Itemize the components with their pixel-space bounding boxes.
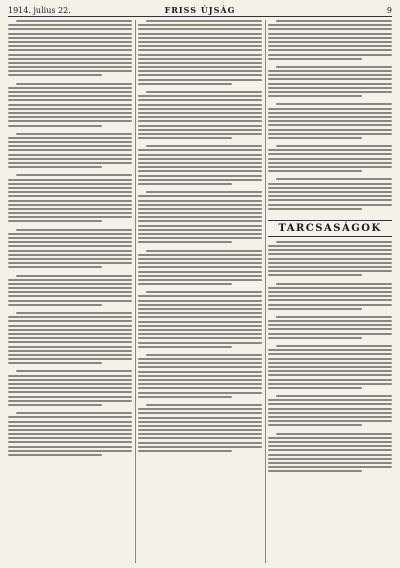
column-middle: [138, 20, 262, 563]
article-paragraph: [268, 433, 392, 473]
article-paragraph: [8, 370, 132, 406]
article-paragraph: [8, 83, 132, 127]
article-paragraph: [138, 91, 262, 139]
column-left: [8, 20, 132, 563]
column-right: [268, 20, 392, 563]
article-columns: [8, 20, 392, 563]
article-paragraph: [138, 191, 262, 243]
masthead-title: FRISS ÚJSÁG: [164, 5, 236, 15]
column-rule: [135, 20, 136, 563]
article-paragraph: [268, 283, 392, 310]
article-paragraph: [8, 174, 132, 222]
article-paragraph: [268, 103, 392, 139]
article-paragraph: [268, 345, 392, 389]
article-paragraph: [138, 20, 262, 85]
page-header: [8, 5, 392, 17]
article-paragraph: [8, 412, 132, 456]
article-paragraph: [8, 229, 132, 269]
article-paragraph: [268, 20, 392, 60]
article-paragraph: [138, 354, 262, 398]
article-paragraph: [268, 241, 392, 277]
column-rule: [265, 20, 266, 563]
article-paragraph: [8, 133, 132, 169]
article-paragraph: [268, 395, 392, 426]
article-paragraph: [8, 275, 132, 306]
article-paragraph: [268, 66, 392, 97]
article-paragraph: [138, 404, 262, 452]
article-paragraph: [138, 145, 262, 185]
newspaper-page: [8, 5, 392, 563]
article-paragraph: [138, 291, 262, 347]
article-paragraph: [268, 145, 392, 172]
page-number: 9: [386, 6, 392, 15]
article-paragraph: [8, 312, 132, 364]
article-paragraph: [268, 178, 392, 209]
article-paragraph: [268, 316, 392, 339]
article-paragraph: [138, 250, 262, 286]
issue-date: 1914. julius 22.: [8, 6, 71, 15]
article-paragraph: [8, 20, 132, 76]
section-heading: TARCSASÁGOK: [268, 220, 392, 237]
